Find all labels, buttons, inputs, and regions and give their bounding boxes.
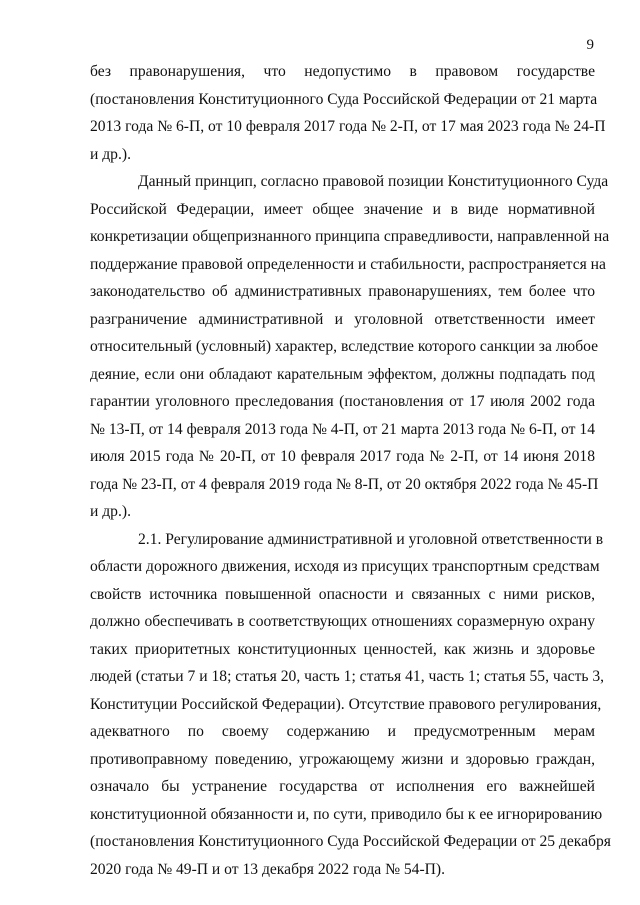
text-line: (постановления Конституционного Суда Российской Федерации от 25 декабря <box>90 833 611 850</box>
document-body <box>90 58 611 883</box>
text-line: 2.1. Регулирование административной и уголовной ответственности в <box>138 530 604 548</box>
text-line: гарантии уголовного преследования (постановления от 17 июля 2002 года <box>90 393 595 410</box>
page-number: 9 <box>586 37 594 53</box>
text-line: конституционной обязанности и, по сути, приводило бы к ее игнорированию <box>90 805 603 823</box>
text-line: законодательство об административных правонарушениях, тем более что <box>90 283 595 300</box>
text-line: разграничение административной и уголовной ответственности имеет <box>90 310 595 328</box>
text-line: (постановления Конституционного Суда Российской Федерации от 21 марта <box>90 90 598 108</box>
text-line: июля 2015 года № 20-П, от 10 февраля 2017 года № 2-П, от 14 июня 2018 <box>90 448 595 465</box>
text-line: людей (статьи 7 и 18; статья 20, часть 1; статья 41, часть 1; статья 55, часть 3, <box>90 668 605 685</box>
text-line: противоправному поведению, угрожающему жизни и здоровью граждан, <box>90 750 595 768</box>
text-line: означало бы устранение государства от исполнения его важнейшей <box>90 778 595 795</box>
text-line: и др.). <box>90 503 131 520</box>
text-line: свойств источника повышенной опасности и связанных с ними рисков, <box>90 585 595 603</box>
text-line: адекватного по своему содержанию и предусмотренным мерам <box>90 723 595 740</box>
text-line: таких приоритетных конституционных ценностей, как жизнь и здоровье <box>90 640 595 658</box>
text-line: и др.). <box>90 145 131 163</box>
text-line: Конституции Российской Федерации). Отсутствие правового регулирования, <box>90 695 602 713</box>
text-line: 2020 года № 49-П и от 13 декабря 2022 года № 54-П). <box>90 860 445 878</box>
text-line: поддержание правовой определенности и стабильности, распространяется на <box>90 255 606 273</box>
text-line: 2013 года № 6-П, от 10 февраля 2017 года № 2-П, от 17 мая 2023 года № 24-П <box>90 118 606 135</box>
text-line: должно обеспечивать в соответствующих отношениях соразмерную охрану <box>90 613 595 630</box>
text-line: конкретизации общепризнанного принципа справедливости, направленной на <box>90 228 610 245</box>
text-line: № 13-П, от 14 февраля 2013 года № 4-П, от 21 марта 2013 года № 6-П, от 14 <box>90 420 595 438</box>
text-line: без правонарушения, что недопустимо в правовом государстве <box>90 63 595 80</box>
text-line: Данный принцип, согласно правовой позиции Конституционного Суда <box>138 173 609 190</box>
text-line: деяние, если они обладают карательным эффектом, должны подпадать под <box>90 365 595 383</box>
text-line: Российской Федерации, имеет общее значение и в виде нормативной <box>90 200 595 218</box>
text-line: относительный (условный) характер, вследствие которого санкции за любое <box>90 338 599 355</box>
text-line: области дорожного движения, исходя из присущих транспортным средствам <box>90 558 600 575</box>
text-line: года № 23-П, от 4 февраля 2019 года № 8-П, от 20 октября 2022 года № 45-П <box>90 475 599 493</box>
